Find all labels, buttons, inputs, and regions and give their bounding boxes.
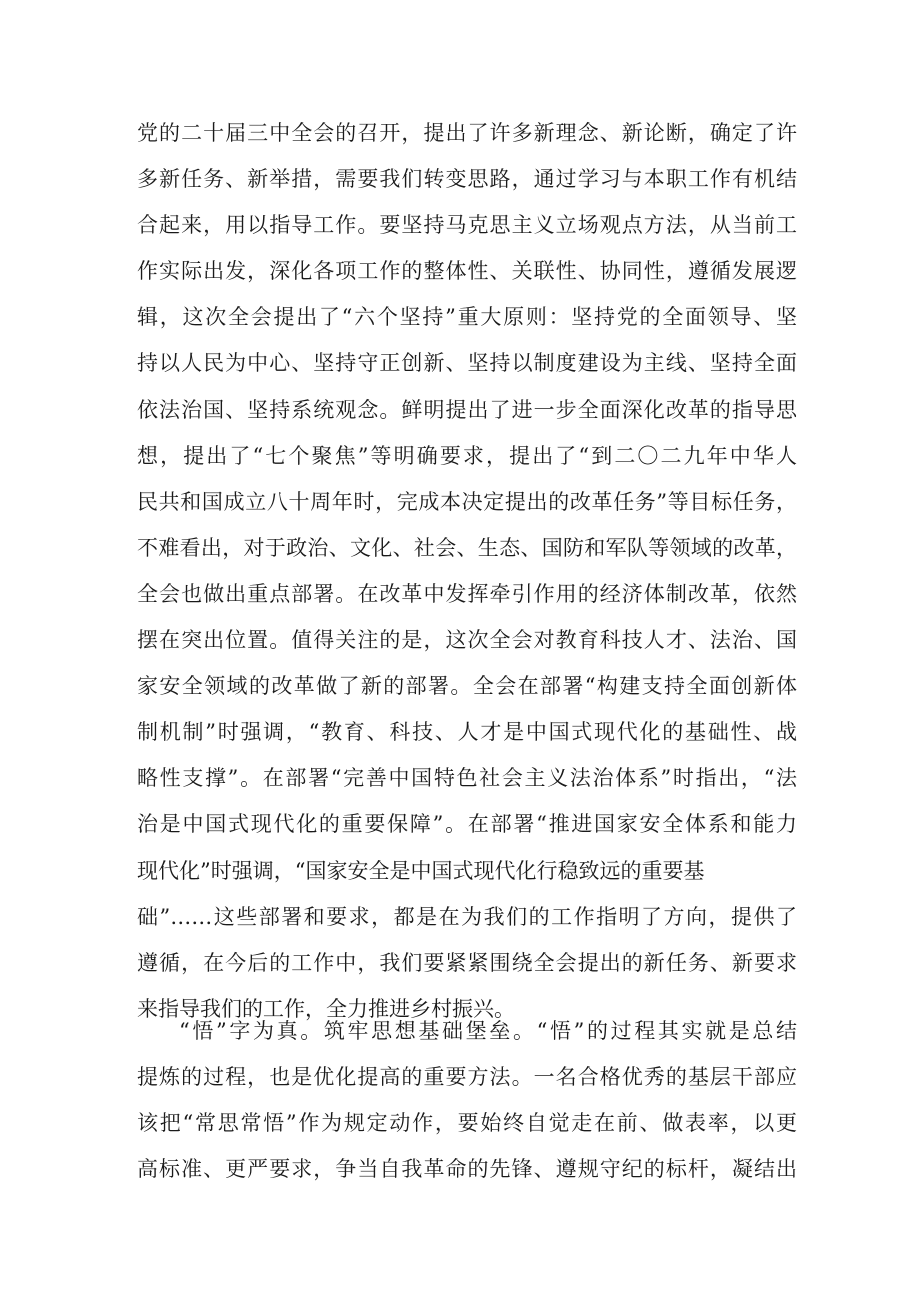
paragraph-2 bbox=[137, 1008, 797, 1192]
text-line: 础”……这些部署和要求，都是在为我们的工作指明了方向，提供了 bbox=[137, 904, 797, 929]
text-line: 摆在突出位置。值得关注的是，这次全会对教育科技人才、法治、国 bbox=[137, 628, 797, 653]
text-line: 略性支撑”。在部署“完善中国特色社会主义法治体系”时指出，“法 bbox=[137, 766, 797, 791]
text-line: 遵循，在今后的工作中，我们要紧紧围绕全会提出的新任务、新要求 bbox=[137, 950, 797, 975]
text-line: 辑，这次全会提出了“六个坚持”重大原则：坚持党的全面领导、坚 bbox=[137, 305, 797, 330]
text-line: 合起来，用以指导工作。要坚持马克思主义立场观点方法，从当前工 bbox=[137, 213, 797, 238]
text-line: 全会也做出重点部署。在改革中发挥牵引作用的经济体制改革，依然 bbox=[137, 581, 797, 606]
text-line: 民共和国成立八十周年时，完成本决定提出的改革任务”等目标任务， bbox=[137, 489, 797, 514]
text-line: 该把“常思常悟”作为规定动作，要始终自觉走在前、做表率，以更 bbox=[137, 1111, 797, 1136]
text-line: “悟”字为真。筑牢思想基础堡垒。“悟”的过程其实就是总结 bbox=[179, 1019, 797, 1043]
text-line: 多新任务、新举措，需要我们转变思路，通过学习与本职工作有机结 bbox=[137, 167, 797, 192]
text-line: 治是中国式现代化的重要保障”。在部署“推进国家安全体系和能力 bbox=[137, 812, 797, 837]
text-line: 不难看出，对于政治、文化、社会、生态、国防和军队等领域的改革， bbox=[137, 535, 797, 560]
paragraph-1 bbox=[137, 110, 797, 1032]
text-line: 现代化”时强调，“国家安全是中国式现代化行稳致远的重要基 bbox=[137, 858, 705, 883]
text-line: 制机制”时强调，“教育、科技、人才是中国式现代化的基础性、战 bbox=[137, 720, 797, 745]
text-line: 高标准、更严要求，争当自我革命的先锋、遵规守纪的标杆，凝结出 bbox=[137, 1157, 797, 1182]
text-line: 作实际出发，深化各项工作的整体性、关联性、协同性，遵循发展逻 bbox=[137, 259, 797, 284]
text-line: 家安全领域的改革做了新的部署。全会在部署“构建支持全面创新体 bbox=[137, 674, 797, 699]
text-line: 持以人民为中心、坚持守正创新、坚持以制度建设为主线、坚持全面 bbox=[137, 351, 797, 376]
text-line: 想，提出了“七个聚焦”等明确要求，提出了“到二〇二九年中华人 bbox=[137, 443, 797, 468]
text-line: 依法治国、坚持系统观念。鲜明提出了进一步全面深化改革的指导思 bbox=[137, 397, 797, 422]
text-line: 提炼的过程，也是优化提高的重要方法。一名合格优秀的基层干部应 bbox=[137, 1065, 797, 1090]
text-line: 党的二十届三中全会的召开，提出了许多新理念、新论断，确定了许 bbox=[137, 121, 797, 145]
text-line: 来指导我们的工作，全力推进乡村振兴。 bbox=[137, 996, 515, 1021]
